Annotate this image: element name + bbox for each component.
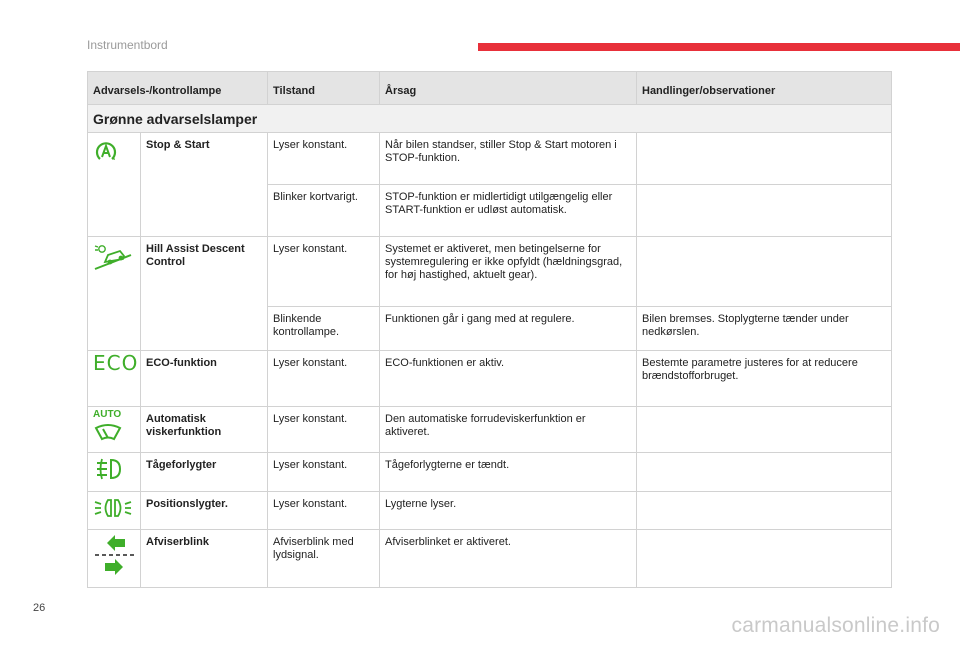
lamp-name: Stop & Start	[141, 133, 268, 237]
auto-wiper-label: AUTO	[93, 409, 122, 420]
col-header-action: Handlinger/observationer	[637, 72, 892, 105]
position-light-icon	[93, 497, 133, 519]
lamp-state: Lyser konstant.	[268, 351, 380, 407]
lamp-name: Afviserblink	[141, 530, 268, 588]
lamp-action	[637, 530, 892, 588]
table-header-row	[88, 72, 892, 105]
lamp-cause: Tågeforlygterne er tændt.	[380, 453, 637, 492]
accent-bar	[478, 43, 960, 51]
lamp-cause: Den automatiske forrudeviskerfunktion er aktiveret.	[380, 407, 637, 453]
watermark: carmanualsonline.info	[731, 614, 940, 637]
lamp-cause: Når bilen standser, stiller Stop & Start motoren i STOP-funktion.	[380, 133, 637, 185]
turn-signal-icon	[93, 533, 137, 577]
col-header-state: Tilstand	[268, 72, 380, 105]
table-row	[88, 530, 892, 588]
lamp-state: Afviserblink med lydsignal.	[268, 530, 380, 588]
lamp-cause: Systemet er aktiveret, men betingelserne for systemregulering er ikke opfyldt (hældningsgrad, for høj hastighed, aktuelt gear).	[380, 237, 637, 307]
table-row	[88, 237, 892, 307]
lamp-name: Positionslygter.	[141, 492, 268, 530]
lamp-state: Blinkende kontrollampe.	[268, 307, 380, 351]
lamp-icon-cell	[88, 237, 141, 351]
lamp-action	[637, 492, 892, 530]
lamp-action	[637, 237, 892, 307]
lamp-icon-cell	[88, 133, 141, 237]
section-title: Instrumentbord	[87, 38, 168, 52]
warning-lamps-table	[87, 71, 892, 588]
lamp-action	[637, 185, 892, 237]
lamp-state: Blinker kortvarigt.	[268, 185, 380, 237]
lamp-name: ECO-funktion	[141, 351, 268, 407]
lamp-cause: ECO-funktionen er aktiv.	[380, 351, 637, 407]
table-row	[88, 351, 892, 407]
lamp-action	[637, 453, 892, 492]
lamp-icon-cell	[88, 407, 141, 453]
lamp-action	[637, 407, 892, 453]
lamp-state: Lyser konstant.	[268, 237, 380, 307]
lamp-action: Bilen bremses. Stoplygterne tænder under nedkørslen.	[637, 307, 892, 351]
lamp-action	[637, 133, 892, 185]
lamp-name: Hill Assist Descent Control	[141, 237, 268, 351]
lamp-cause: Funktionen går i gang med at regulere.	[380, 307, 637, 351]
lamp-icon-cell	[88, 530, 141, 588]
lamp-cause: Lygterne lyser.	[380, 492, 637, 530]
lamp-state: Lyser konstant.	[268, 453, 380, 492]
col-header-cause: Årsag	[380, 72, 637, 105]
eco-icon: ECO	[93, 351, 139, 375]
lamp-cause: STOP-funktion er midlertidigt utilgængelig eller START-funktion er udløst automatisk.	[380, 185, 637, 237]
stop-start-icon	[93, 139, 119, 165]
hill-descent-icon	[93, 243, 133, 271]
table-row	[88, 453, 892, 492]
table-row	[88, 407, 892, 453]
table-row	[88, 133, 892, 185]
lamp-state: Lyser konstant.	[268, 133, 380, 185]
lamp-icon-cell	[88, 351, 141, 407]
lamp-action: Bestemte parametre justeres for at reducere brændstofforbruget.	[637, 351, 892, 407]
lamp-icon-cell	[88, 453, 141, 492]
group-title: Grønne advarselslamper	[88, 105, 892, 133]
page-number: 26	[33, 602, 46, 614]
fog-light-icon	[93, 457, 123, 481]
table-row	[88, 492, 892, 530]
lamp-state: Lyser konstant.	[268, 407, 380, 453]
lamp-cause: Afviserblinket er aktiveret.	[380, 530, 637, 588]
auto-wiper-icon	[93, 420, 123, 442]
lamp-name: Automatisk viskerfunktion	[141, 407, 268, 453]
group-row	[88, 105, 892, 133]
lamp-name: Tågeforlygter	[141, 453, 268, 492]
col-header-lamp: Advarsels-/kontrollampe	[88, 72, 268, 105]
lamp-state: Lyser konstant.	[268, 492, 380, 530]
lamp-icon-cell	[88, 492, 141, 530]
